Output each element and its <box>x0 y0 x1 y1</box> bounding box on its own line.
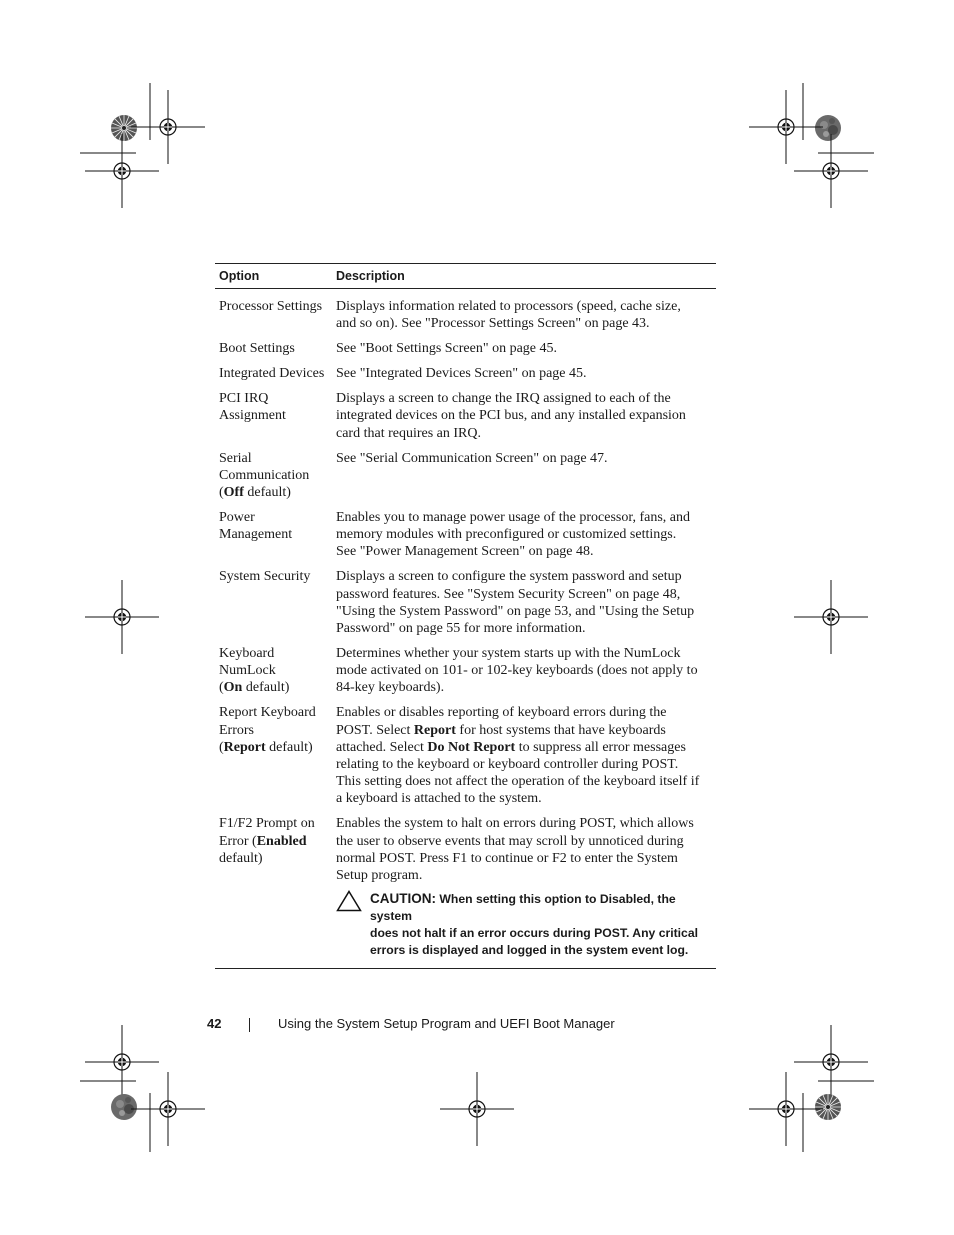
table-row <box>215 568 716 637</box>
table-row <box>215 340 716 357</box>
description-cell: Displays a screen to configure the system password and setup password features. See "System Security Screen" on page 48, "Using the System Password" on page 53, and "Using the Setup Password" on page 55 for more information. <box>336 569 695 637</box>
option-cell: Processor Settings <box>219 299 323 314</box>
table-row <box>215 645 716 697</box>
table-row <box>215 509 716 561</box>
page-number: 42 <box>207 1016 222 1031</box>
bios-options-table <box>215 263 716 969</box>
default-value: Enabled <box>256 833 307 849</box>
default-value: Off <box>223 485 244 501</box>
description-cell: See "Serial Communication Screen" on page 47. <box>336 450 608 466</box>
description-cell: Enables you to manage power usage of the processor, fans, and memory modules with preconfigured or customized settings. See "Power Management Screen" on page 48. <box>336 510 690 560</box>
option-cell: F1/F2 Prompt on Error (Enabled default) <box>219 816 315 866</box>
description-cell: Displays information related to processors (speed, cache size, and so on). See "Processor Settings Screen" on page 43. <box>336 299 681 332</box>
option-cell: PCI IRQ Assignment <box>219 391 286 424</box>
table-header <box>215 264 716 289</box>
option-cell: Keyboard NumLock (On default) <box>219 646 290 696</box>
footer-separator <box>249 1018 250 1032</box>
option-column-header: Option <box>219 269 260 283</box>
option-cell: Report Keyboard Errors (Report default) <box>219 705 316 755</box>
description-cell: Displays a screen to change the IRQ assigned to each of the integrated devices on the PCI bus, and any installed expansion card that requires an IRQ. <box>336 391 686 441</box>
description-cell: See "Integrated Devices Screen" on page 45. <box>336 366 587 382</box>
default-value: On <box>223 680 243 696</box>
caution-label: CAUTION: <box>370 891 436 907</box>
description-cell: Determines whether your system starts up with the NumLock mode activated on 101- or 102-key keyboards (does not apply to 84-key keyboards). <box>336 646 698 696</box>
default-value: Report <box>223 739 266 755</box>
option-cell: Serial Communication (Off default) <box>219 450 310 501</box>
description-cell: Enables or disables reporting of keyboard errors during the POST. Select Report for host systems that have keyboards attached. Select Do Not Report to suppress all error messages relating to the keyboard or keyboard controller during POST. This setting does not affect the operation of the keyboard itself if a keyboard is attached to the system. <box>336 705 700 807</box>
setting-value: Report <box>413 722 456 738</box>
table-row <box>215 390 716 442</box>
option-cell: Integrated Devices <box>219 366 325 382</box>
setting-value: Do Not Report <box>427 739 516 755</box>
description-cell: Enables the system to halt on errors during POST, which allows the user to observe events that may scroll by unnoticed during normal POST. Press F1 to continue or F2 to enter the System Setup program. <box>336 816 694 884</box>
option-cell: System Security <box>219 569 311 585</box>
table-row <box>215 815 716 884</box>
description-column-header: Description <box>336 269 405 283</box>
caution-icon <box>336 890 370 959</box>
description-cell: See "Boot Settings Screen" on page 45. <box>336 341 558 357</box>
table-row <box>215 704 716 807</box>
option-cell: Power Management <box>219 510 293 543</box>
table-row <box>215 298 716 332</box>
caution-text: CAUTION: When setting this option to Disabled, the system does not halt if an error occurs during POST. Any critical errors is displayed and logged in the system event log. <box>370 891 698 958</box>
option-cell: Boot Settings <box>219 341 295 357</box>
table-row <box>215 450 716 502</box>
table-row <box>215 365 716 382</box>
chapter-title: Using the System Setup Program and UEFI Boot Manager <box>278 1016 615 1031</box>
caution-note <box>336 889 716 965</box>
table-body <box>215 289 716 968</box>
